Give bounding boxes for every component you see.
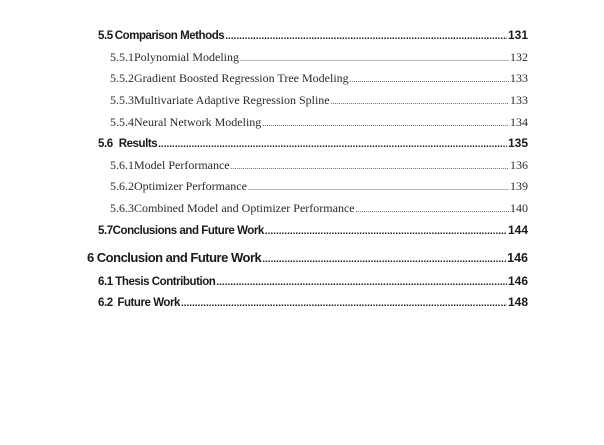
dot-leader bbox=[331, 93, 509, 111]
dot-leader bbox=[231, 158, 509, 176]
page-number: 133 bbox=[510, 93, 528, 107]
toc-entry[interactable] bbox=[98, 221, 528, 239]
section-title: Future Work bbox=[117, 297, 180, 309]
section-title: Combined Model and Optimizer Performance bbox=[134, 201, 355, 215]
dot-leader bbox=[350, 71, 509, 89]
page-number: 134 bbox=[510, 115, 528, 129]
section-title: Multivariate Adaptive Regression Spline bbox=[134, 93, 330, 107]
toc-entry[interactable] bbox=[110, 91, 528, 109]
section-title: Model Performance bbox=[134, 158, 230, 172]
section-number: 5.7 bbox=[98, 225, 113, 237]
toc-entry[interactable] bbox=[110, 69, 528, 87]
dot-leader bbox=[240, 50, 509, 68]
page-number: 131 bbox=[507, 28, 528, 42]
toc-entry[interactable] bbox=[110, 48, 528, 66]
dot-leader bbox=[262, 251, 506, 269]
section-title: Polynomial Modeling bbox=[134, 50, 239, 64]
section-title: Neural Network Modeling bbox=[134, 115, 262, 129]
page-number: 135 bbox=[507, 136, 528, 150]
page-number: 146 bbox=[507, 274, 528, 288]
dot-leader bbox=[262, 115, 509, 133]
page-number: 132 bbox=[510, 50, 528, 64]
section-title: Results bbox=[118, 138, 158, 150]
toc-chapter-entry[interactable] bbox=[87, 249, 528, 267]
dot-leader bbox=[248, 179, 509, 197]
toc-entry[interactable] bbox=[98, 26, 528, 44]
section-number: 5.5.3 bbox=[110, 93, 134, 107]
dot-leader bbox=[265, 223, 507, 241]
section-number: 5.6 bbox=[98, 138, 113, 150]
section-number: 6.1 bbox=[98, 276, 113, 288]
toc-entry[interactable] bbox=[110, 199, 528, 217]
page-number: 148 bbox=[507, 295, 528, 309]
chapter-title: Conclusion and Future Work bbox=[96, 250, 262, 265]
page-number: 136 bbox=[510, 158, 528, 172]
section-number: 6.2 bbox=[98, 297, 113, 309]
section-title: Conclusions and Future Work bbox=[112, 225, 264, 237]
chapter-number: 6 bbox=[87, 250, 94, 265]
section-number: 5.5.1 bbox=[110, 50, 134, 64]
toc-entry[interactable] bbox=[110, 177, 528, 195]
section-number: 5.6.1 bbox=[110, 158, 134, 172]
page-number: 133 bbox=[510, 71, 528, 85]
dot-leader bbox=[158, 136, 507, 154]
section-title: Comparison Methods bbox=[114, 30, 225, 42]
dot-leader bbox=[356, 201, 509, 219]
section-number: 5.6.2 bbox=[110, 179, 134, 193]
section-number: 5.5.4 bbox=[110, 115, 134, 129]
page-number: 146 bbox=[507, 251, 528, 265]
section-title: Thesis Contribution bbox=[115, 276, 216, 288]
section-number: 5.5.2 bbox=[110, 71, 134, 85]
section-title: Optimizer Performance bbox=[134, 179, 247, 193]
page-number: 139 bbox=[510, 179, 528, 193]
dot-leader bbox=[181, 295, 507, 313]
section-number: 5.6.3 bbox=[110, 201, 134, 215]
toc-entry[interactable] bbox=[98, 134, 528, 152]
dot-leader bbox=[216, 274, 507, 292]
section-number: 5.5 bbox=[98, 30, 113, 42]
page-number: 144 bbox=[507, 223, 528, 237]
toc-entry[interactable] bbox=[98, 293, 528, 311]
page-number: 140 bbox=[510, 201, 528, 215]
toc-entry[interactable] bbox=[98, 272, 528, 290]
section-title: Gradient Boosted Regression Tree Modeling bbox=[134, 71, 349, 85]
toc-entry[interactable] bbox=[110, 156, 528, 174]
toc-entry[interactable] bbox=[110, 113, 528, 131]
dot-leader bbox=[225, 28, 507, 46]
